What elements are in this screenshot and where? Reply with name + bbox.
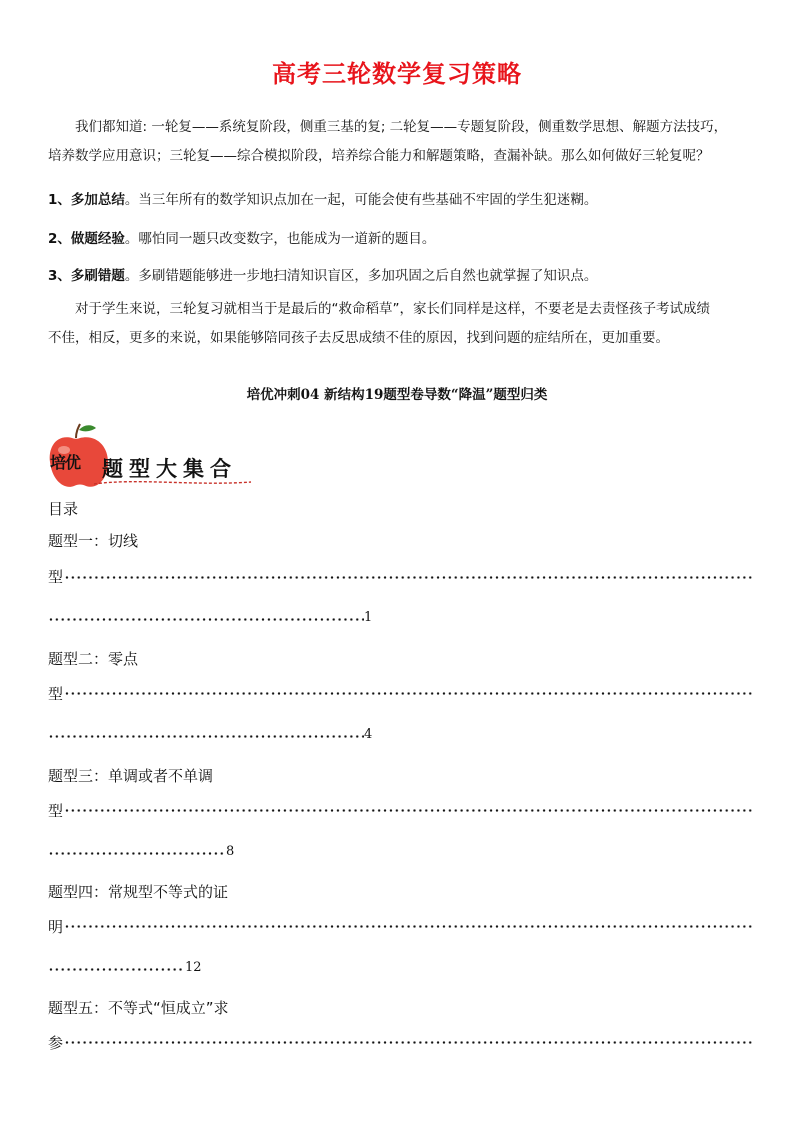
strategy-item-3 — [48, 262, 754, 291]
outro-line-2: 不佳，相反，更多的来说，如果能够陪同孩子去反思成绩不佳的原因，找到问题的症结所在，更加重要。 — [48, 330, 669, 346]
toc-entry-wrap: 型 — [48, 568, 64, 586]
item-number: 3、 — [48, 268, 71, 284]
toc-entry-wrap: 明 — [48, 918, 64, 936]
toc-leader-dots — [64, 576, 754, 579]
toc-entry-label[interactable]: 题型五：不等式“恒成立”求 — [48, 999, 229, 1017]
banner — [46, 420, 256, 494]
toc-page-number: 8 — [226, 844, 235, 859]
strategy-item-2 — [48, 225, 754, 254]
toc-leader-dots — [48, 968, 184, 971]
toc-leader-dots — [48, 852, 226, 855]
toc-leader-dots — [64, 692, 754, 695]
apple-label: 培优 — [50, 453, 81, 472]
toc-entry-wrap: 参 — [48, 1034, 64, 1052]
toc-entry-label[interactable]: 题型三：单调或者不单调 — [48, 767, 214, 785]
intro-line-1: 我们都知道: 一轮复——系统复阶段，侧重三基的复; 二轮复——专题复阶段，侧重数学思想、解题方法技巧， — [75, 119, 728, 135]
outro-line-1: 对于学生来说，三轮复习就相当于是最后的“救命稻草”，家长们同样是这样，不要老是去责怪孩子考试成绩 — [75, 301, 710, 317]
item-text: 。多刷错题能够进一步地扫清知识盲区，多加巩固之后自然也就掌握了知识点。 — [124, 268, 598, 284]
toc-leader-dots — [64, 809, 754, 812]
toc-page-number: 12 — [185, 960, 202, 975]
toc-leader-dots — [64, 1041, 754, 1044]
toc-entry-label[interactable]: 题型二：零点 — [48, 650, 139, 668]
section-subtitle: 培优冲刺04 新结构19题型卷导数“降温”题型归类 — [246, 387, 548, 403]
document-title: 高考三轮数学复习策略 — [272, 60, 522, 88]
toc-page-number: 1 — [364, 610, 373, 625]
item-text: 。哪怕同一题只改变数字，也能成为一道新的题目。 — [124, 231, 436, 247]
toc-page-number: 4 — [364, 727, 373, 742]
toc-leader-dots — [48, 618, 364, 621]
toc-entry-label[interactable]: 题型一：切线 — [48, 532, 139, 550]
item-keyword: 做题经验 — [70, 231, 125, 247]
banner-title: 题型大集合 — [102, 456, 237, 481]
outro-paragraph — [48, 295, 754, 353]
strategy-item-1 — [48, 186, 754, 215]
toc-entry-wrap: 型 — [48, 685, 64, 703]
intro-paragraph — [48, 113, 754, 171]
toc-entry-label[interactable]: 题型四：常规型不等式的证 — [48, 883, 229, 901]
toc-leader-dots — [64, 925, 754, 928]
toc-entry-wrap: 型 — [48, 802, 64, 820]
item-keyword: 多加总结 — [70, 192, 125, 208]
item-keyword: 多刷错题 — [70, 268, 125, 284]
toc-heading: 目录 — [48, 500, 79, 518]
item-number: 2、 — [48, 231, 71, 247]
toc-leader-dots — [48, 735, 364, 738]
item-text: 。当三年所有的数学知识点加在一起，可能会使有些基础不牢固的学生犯迷糊。 — [124, 192, 598, 208]
intro-line-2: 培养数学应用意识；三轮复——综合模拟阶段，培养综合能力和解题策略，查漏补缺。那么如何做好三轮复呢？ — [48, 148, 710, 164]
item-number: 1、 — [48, 192, 71, 208]
